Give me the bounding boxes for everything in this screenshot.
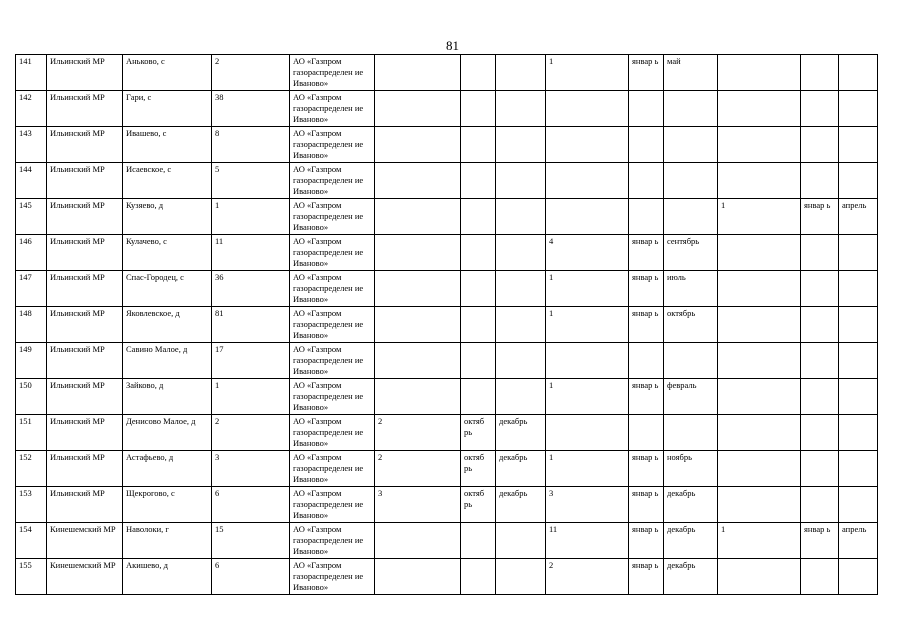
table-row <box>16 379 878 415</box>
table-cell: октябрь <box>664 307 718 343</box>
table-cell <box>839 91 878 127</box>
table-cell <box>629 199 664 235</box>
table-cell <box>718 91 801 127</box>
table-cell: АО «Газпром газораспределен ие Иваново» <box>290 163 375 199</box>
table-cell <box>461 559 496 595</box>
table-cell: 2 <box>375 415 461 451</box>
table-cell: декабрь <box>496 451 546 487</box>
table-cell: апрель <box>839 199 878 235</box>
table-cell: Аньково, с <box>123 55 212 91</box>
table-cell: Денисово Малое, д <box>123 415 212 451</box>
table-cell <box>664 127 718 163</box>
table-cell <box>461 163 496 199</box>
table-cell <box>629 343 664 379</box>
table-cell <box>375 199 461 235</box>
table-cell: январ ь <box>629 451 664 487</box>
table-cell: Ильинский МР <box>47 271 123 307</box>
table-cell: 15 <box>212 523 290 559</box>
table-cell: 151 <box>16 415 47 451</box>
table-row <box>16 451 878 487</box>
table-cell: 1 <box>212 199 290 235</box>
table-cell <box>496 559 546 595</box>
table-row <box>16 271 878 307</box>
table-cell: ноябрь <box>664 451 718 487</box>
table-cell <box>461 379 496 415</box>
table-cell: 148 <box>16 307 47 343</box>
table-cell <box>375 379 461 415</box>
table-cell: 1 <box>546 55 629 91</box>
table-cell: 8 <box>212 127 290 163</box>
table-cell: 3 <box>212 451 290 487</box>
table-cell: Гари, с <box>123 91 212 127</box>
table-cell <box>546 91 629 127</box>
table-cell: январ ь <box>629 55 664 91</box>
table-cell: 145 <box>16 199 47 235</box>
table-cell <box>546 343 629 379</box>
table-cell: Ильинский МР <box>47 415 123 451</box>
table-cell: Ильинский МР <box>47 163 123 199</box>
table-cell: 81 <box>212 307 290 343</box>
table-cell <box>496 523 546 559</box>
table-cell <box>496 55 546 91</box>
table-cell <box>801 235 839 271</box>
table-cell: 2 <box>212 55 290 91</box>
table-cell <box>801 271 839 307</box>
table-cell <box>375 271 461 307</box>
table-row <box>16 55 878 91</box>
table-cell <box>461 199 496 235</box>
table-row <box>16 343 878 379</box>
table-cell: Исаевское, с <box>123 163 212 199</box>
table-cell <box>718 163 801 199</box>
table-cell <box>839 559 878 595</box>
table-cell: Ильинский МР <box>47 487 123 523</box>
table-cell: АО «Газпром газораспределен ие Иваново» <box>290 235 375 271</box>
table-cell: Кузяево, д <box>123 199 212 235</box>
table-cell: январ ь <box>629 235 664 271</box>
table-cell: октяб рь <box>461 415 496 451</box>
table-cell: Ильинский МР <box>47 235 123 271</box>
table-cell: 149 <box>16 343 47 379</box>
table-row <box>16 487 878 523</box>
table-row <box>16 523 878 559</box>
table-cell <box>801 451 839 487</box>
table-cell <box>496 127 546 163</box>
table-cell: 17 <box>212 343 290 379</box>
table-cell: 155 <box>16 559 47 595</box>
table-cell: декабрь <box>664 559 718 595</box>
table-cell: АО «Газпром газораспределен ие Иваново» <box>290 451 375 487</box>
table-cell: апрель <box>839 523 878 559</box>
table-cell: Ильинский МР <box>47 55 123 91</box>
table-cell <box>839 307 878 343</box>
table-cell <box>801 307 839 343</box>
table-cell: АО «Газпром газораспределен ие Иваново» <box>290 55 375 91</box>
table-cell: АО «Газпром газораспределен ие Иваново» <box>290 523 375 559</box>
table-cell <box>496 271 546 307</box>
table-cell: Ильинский МР <box>47 343 123 379</box>
table-cell <box>801 127 839 163</box>
table-cell: октяб рь <box>461 487 496 523</box>
table-row <box>16 199 878 235</box>
table-cell <box>546 163 629 199</box>
table-cell <box>629 127 664 163</box>
table-cell: май <box>664 55 718 91</box>
table-cell: 2 <box>546 559 629 595</box>
table-cell <box>461 343 496 379</box>
table-cell: июль <box>664 271 718 307</box>
table-cell: январ ь <box>629 271 664 307</box>
table-cell: Спас-Городец, с <box>123 271 212 307</box>
table-cell: Ильинский МР <box>47 451 123 487</box>
table-cell: АО «Газпром газораспределен ие Иваново» <box>290 487 375 523</box>
table-cell <box>664 415 718 451</box>
table-cell <box>801 559 839 595</box>
table-cell <box>718 271 801 307</box>
table-cell: 1 <box>546 271 629 307</box>
table-cell <box>375 523 461 559</box>
table-cell <box>461 523 496 559</box>
table-cell: Яковлевское, д <box>123 307 212 343</box>
table-cell: 1 <box>546 451 629 487</box>
table-cell: 152 <box>16 451 47 487</box>
table-cell: Ильинский МР <box>47 199 123 235</box>
table-cell <box>839 163 878 199</box>
table-cell: Ильинский МР <box>47 127 123 163</box>
table-cell <box>461 91 496 127</box>
table-cell: 1 <box>546 307 629 343</box>
table-cell <box>496 343 546 379</box>
table-cell <box>496 235 546 271</box>
table-cell <box>839 271 878 307</box>
table-cell <box>461 127 496 163</box>
table-cell: Савино Малое, д <box>123 343 212 379</box>
table-cell <box>629 91 664 127</box>
table-cell: январ ь <box>629 307 664 343</box>
table-cell: Кинешемский МР <box>47 559 123 595</box>
table-cell: АО «Газпром газораспределен ие Иваново» <box>290 199 375 235</box>
table-cell <box>461 235 496 271</box>
table-cell <box>839 235 878 271</box>
table-cell <box>801 55 839 91</box>
table-cell <box>629 163 664 199</box>
table-cell: АО «Газпром газораспределен ие Иваново» <box>290 415 375 451</box>
table-cell: январ ь <box>801 199 839 235</box>
table-row <box>16 559 878 595</box>
table-cell: декабрь <box>496 487 546 523</box>
table-cell <box>718 343 801 379</box>
table-cell: январ ь <box>629 487 664 523</box>
table-cell <box>496 199 546 235</box>
table-cell: Акишево, д <box>123 559 212 595</box>
table-cell: январ ь <box>801 523 839 559</box>
table-cell <box>461 55 496 91</box>
table-cell: январ ь <box>629 523 664 559</box>
table-cell: 4 <box>546 235 629 271</box>
table-cell: 144 <box>16 163 47 199</box>
table-cell <box>664 91 718 127</box>
table-cell: 2 <box>212 415 290 451</box>
table-cell <box>718 559 801 595</box>
table-cell: 3 <box>375 487 461 523</box>
table-cell: АО «Газпром газораспределен ие Иваново» <box>290 343 375 379</box>
table-cell: октяб рь <box>461 451 496 487</box>
table-cell <box>839 127 878 163</box>
table-cell <box>546 127 629 163</box>
table-cell <box>839 415 878 451</box>
table-row <box>16 235 878 271</box>
table-cell: 143 <box>16 127 47 163</box>
table-cell: 1 <box>718 199 801 235</box>
table-cell <box>839 379 878 415</box>
table-cell: АО «Газпром газораспределен ие Иваново» <box>290 307 375 343</box>
table-cell: 1 <box>546 379 629 415</box>
table-cell: январ ь <box>629 559 664 595</box>
table-cell: АО «Газпром газораспределен ие Иваново» <box>290 91 375 127</box>
table-cell <box>718 379 801 415</box>
table-cell <box>375 235 461 271</box>
table-cell: АО «Газпром газораспределен ие Иваново» <box>290 271 375 307</box>
table-cell: 153 <box>16 487 47 523</box>
table-cell: Ильинский МР <box>47 91 123 127</box>
table-cell: 38 <box>212 91 290 127</box>
table-cell <box>546 199 629 235</box>
table-cell <box>839 487 878 523</box>
table-cell: 6 <box>212 487 290 523</box>
table-cell: январ ь <box>629 379 664 415</box>
table-cell <box>664 343 718 379</box>
table-cell: 154 <box>16 523 47 559</box>
table-cell: 2 <box>375 451 461 487</box>
table-cell: 11 <box>212 235 290 271</box>
table-cell <box>718 415 801 451</box>
table-cell <box>375 307 461 343</box>
table-cell <box>718 487 801 523</box>
table-cell: 5 <box>212 163 290 199</box>
table-cell: декабрь <box>496 415 546 451</box>
table-cell <box>375 127 461 163</box>
table-cell <box>546 415 629 451</box>
table-cell <box>496 307 546 343</box>
table-row <box>16 91 878 127</box>
table-cell <box>839 55 878 91</box>
table-cell <box>801 343 839 379</box>
table-cell: февраль <box>664 379 718 415</box>
table-cell <box>461 271 496 307</box>
table-row <box>16 163 878 199</box>
table-row <box>16 415 878 451</box>
table-cell: Астафьево, д <box>123 451 212 487</box>
table-cell: 141 <box>16 55 47 91</box>
table-cell <box>801 487 839 523</box>
table-row <box>16 307 878 343</box>
table-cell: АО «Газпром газораспределен ие Иваново» <box>290 127 375 163</box>
page-number: 81 <box>446 38 459 53</box>
table-cell: Щекрогово, с <box>123 487 212 523</box>
table-cell <box>718 235 801 271</box>
table-cell: 142 <box>16 91 47 127</box>
table-cell: Ивашево, с <box>123 127 212 163</box>
table-cell: Наволоки, г <box>123 523 212 559</box>
table-cell <box>375 91 461 127</box>
table-cell <box>801 91 839 127</box>
table-cell <box>839 343 878 379</box>
table-cell <box>629 415 664 451</box>
table-cell: Зайково, д <box>123 379 212 415</box>
table-cell <box>718 55 801 91</box>
table-cell: сентябрь <box>664 235 718 271</box>
table-cell <box>801 163 839 199</box>
table-cell: 6 <box>212 559 290 595</box>
table-cell <box>496 379 546 415</box>
table-cell: АО «Газпром газораспределен ие Иваново» <box>290 559 375 595</box>
table-cell <box>496 91 546 127</box>
table-cell: Ильинский МР <box>47 307 123 343</box>
table-cell <box>664 163 718 199</box>
table-cell: 36 <box>212 271 290 307</box>
table-cell: Ильинский МР <box>47 379 123 415</box>
table-cell <box>718 307 801 343</box>
table-cell: декабрь <box>664 487 718 523</box>
table-cell <box>375 559 461 595</box>
table-cell: 11 <box>546 523 629 559</box>
table-cell <box>496 163 546 199</box>
table-cell <box>718 451 801 487</box>
table-cell: АО «Газпром газораспределен ие Иваново» <box>290 379 375 415</box>
table-cell <box>375 55 461 91</box>
table-cell: 1 <box>212 379 290 415</box>
table-cell: 1 <box>718 523 801 559</box>
table-cell <box>664 199 718 235</box>
table-cell: 147 <box>16 271 47 307</box>
table-cell <box>461 307 496 343</box>
table-row <box>16 127 878 163</box>
table-cell: Кинешемский МР <box>47 523 123 559</box>
table-cell <box>718 127 801 163</box>
table-cell <box>801 379 839 415</box>
table-cell <box>839 451 878 487</box>
table-cell <box>375 163 461 199</box>
table-cell <box>801 415 839 451</box>
table-cell: декабрь <box>664 523 718 559</box>
table-cell: 150 <box>16 379 47 415</box>
table-cell: Кулачево, с <box>123 235 212 271</box>
table-cell: 146 <box>16 235 47 271</box>
gasification-table <box>15 54 878 595</box>
table-cell <box>375 343 461 379</box>
table-cell: 3 <box>546 487 629 523</box>
